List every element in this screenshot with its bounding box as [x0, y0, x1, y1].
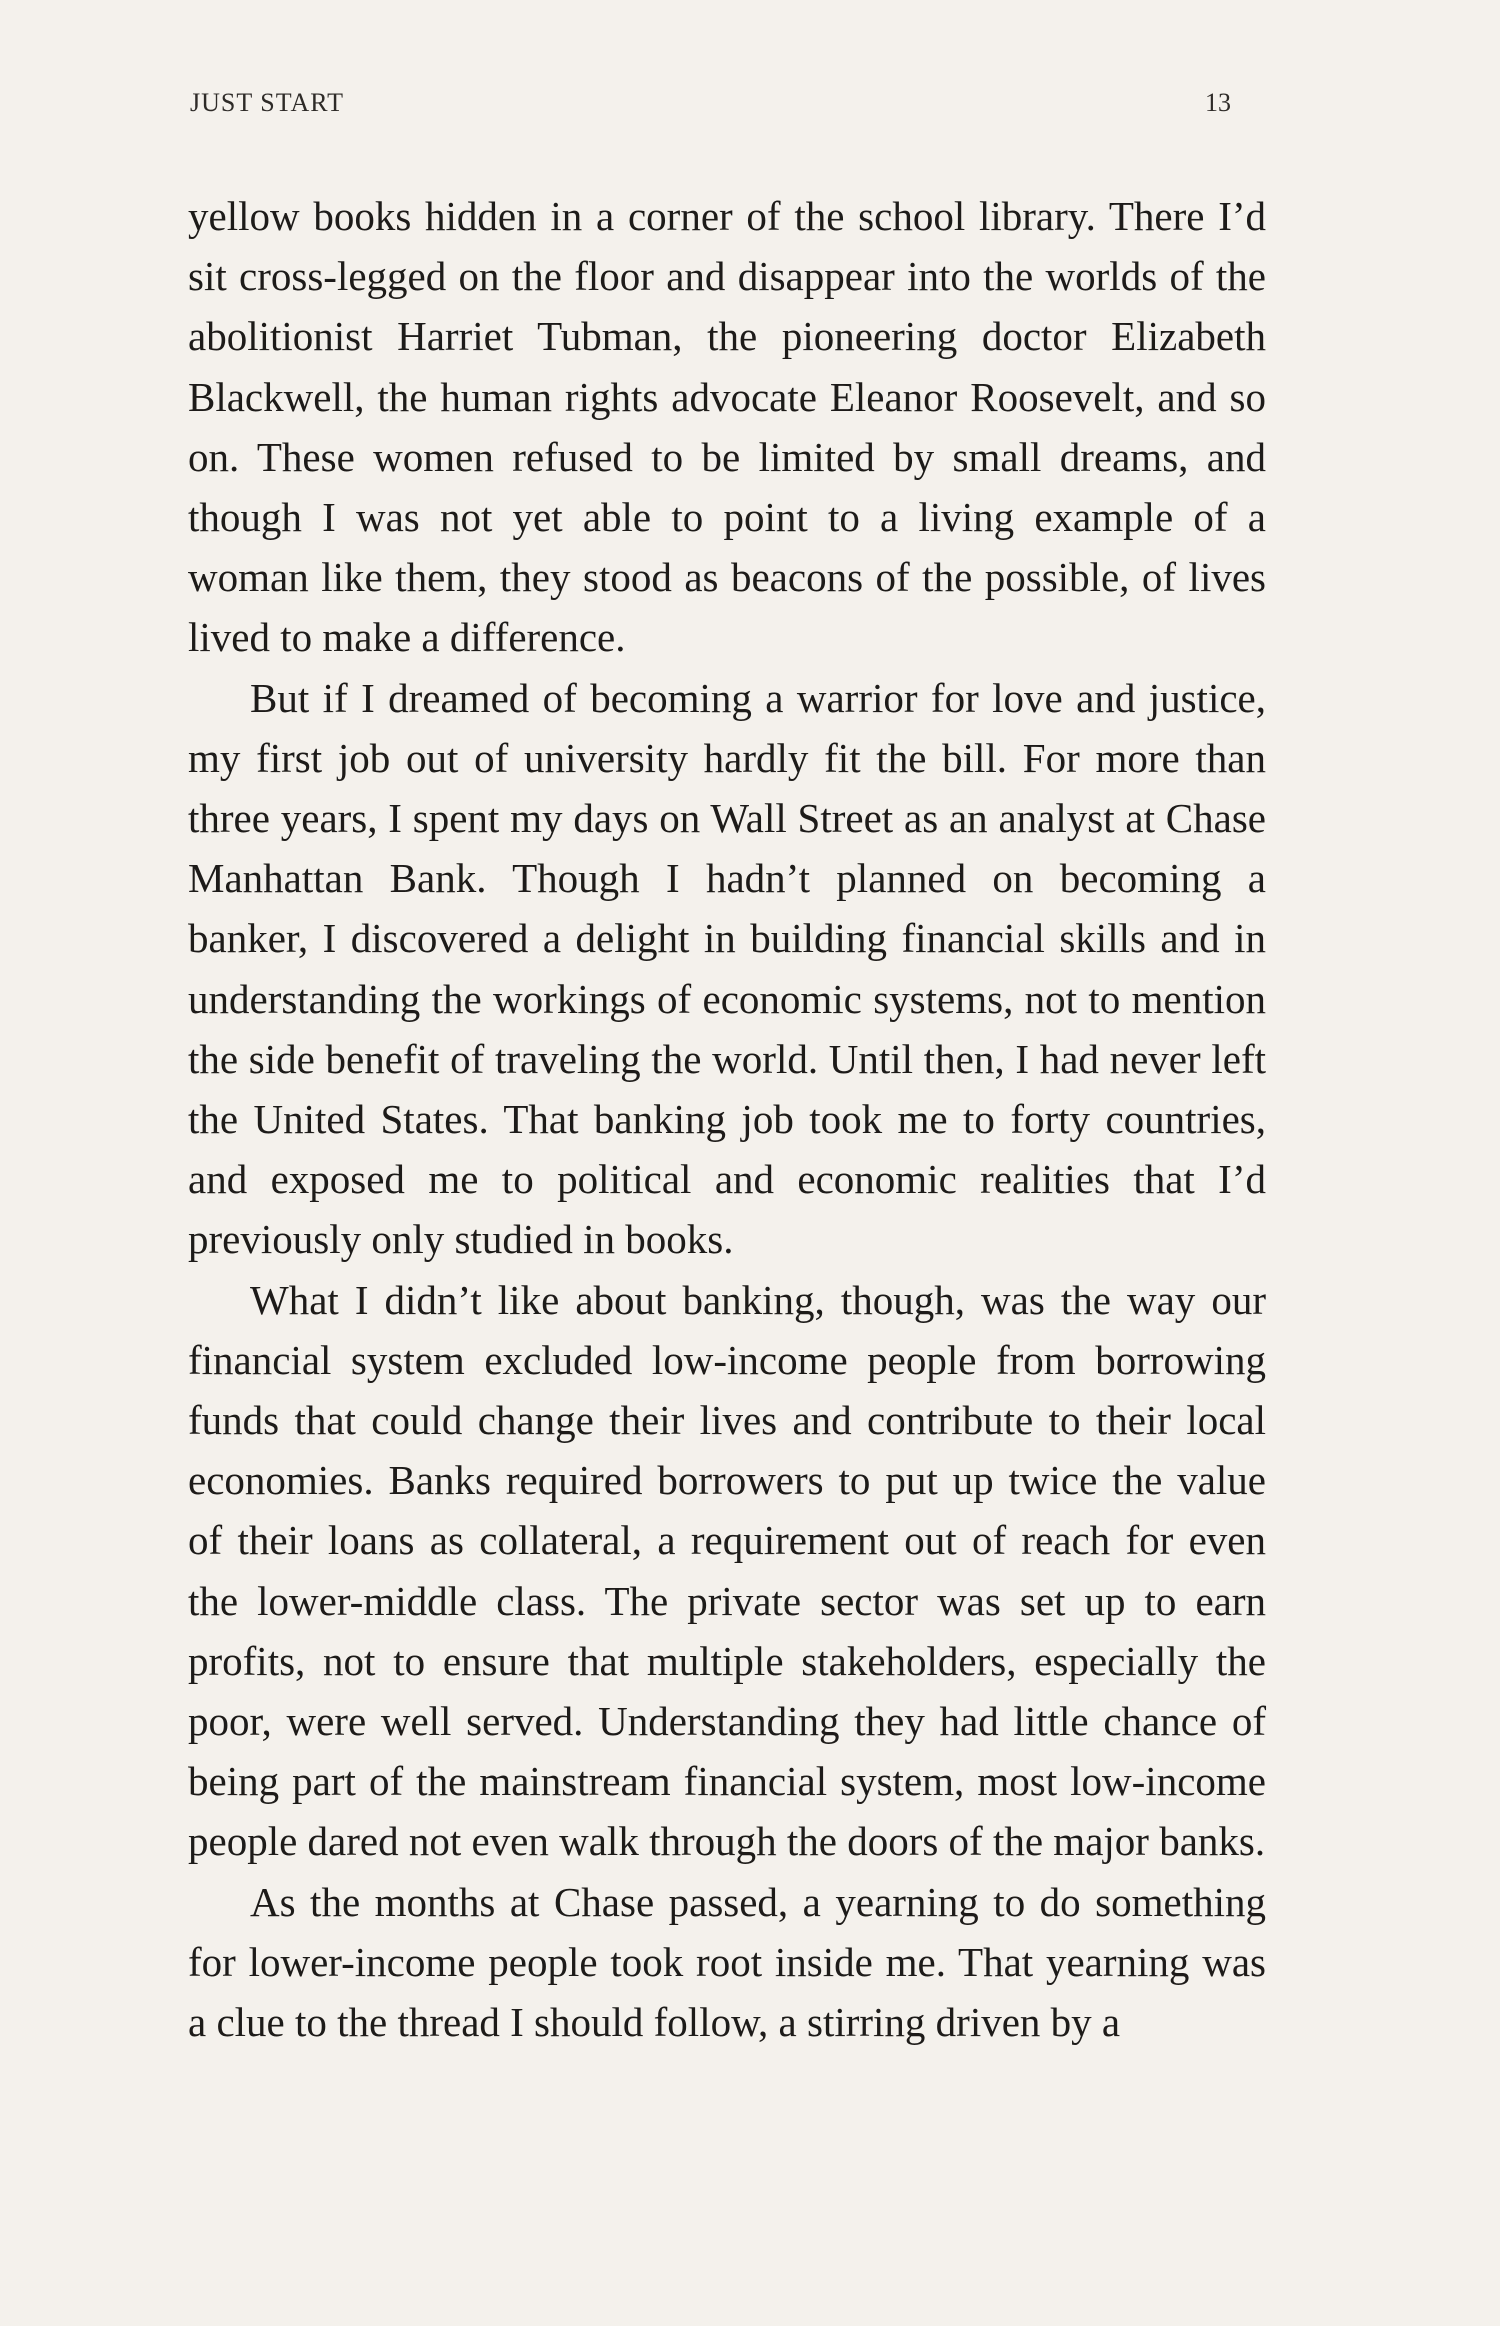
- paragraph-4: As the months at Chase passed, a yearning to do something for lower-income people took root inside me. That yearning was a clue to the thread I should follow, a stirring driven by a: [188, 1878, 1266, 2046]
- paragraph-1: yellow books hidden in a corner of the school library. There I’d sit cross-legged on the floor and disappear into the worlds of the abolitionist Harriet Tubman, the pioneering doctor Elizabeth Blackwell, the human rights advocate Eleanor Roosevelt, and so on. These women refused to be limited by small dreams, and though I was not yet able to point to a living example of a woman like them, they stood as beacons of the possible, of lives lived to make a difference.: [188, 193, 1266, 661]
- body-text: [188, 186, 1266, 2052]
- paragraph-3: What I didn’t like about banking, though, was the way our financial system excluded low-income people from borrowing funds that could change their lives and contribute to their local economies. Banks required borrowers to put up twice the value of their loans as collateral, a requirement out of reach for even the lower-middle class. The private sector was set up to earn profits, not to ensure that multiple stakeholders, especially the poor, were well served. Understanding they had little chance of being part of the mainstream financial system, most low-income people dared not even walk through the doors of the major banks.: [188, 1276, 1266, 1865]
- paragraph-2: But if I dreamed of becoming a warrior for love and justice, my first job out of university hardly fit the bill. For more than three years, I spent my days on Wall Street as an analyst at Chase Manhattan Bank. Though I hadn’t planned on becoming a banker, I discovered a delight in building financial skills and in understanding the workings of economic systems, not to mention the side benefit of traveling the world. Until then, I had never left the United States. That banking job took me to forty countries, and exposed me to political and economic realities that I’d previously only studied in books.: [188, 674, 1266, 1263]
- running-head: JUST START: [190, 88, 344, 117]
- page-number: 13: [1205, 88, 1231, 117]
